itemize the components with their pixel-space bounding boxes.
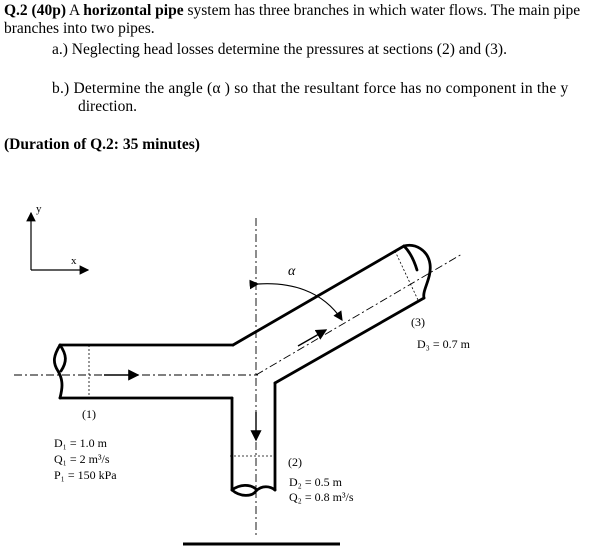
section-2-label: (2) [288, 455, 302, 469]
question-line-1-rest: system has three branches in which water flows. The main pipe [187, 2, 581, 19]
axis-y-label: y [36, 203, 42, 215]
question-line-2: branches into two pipes. [4, 20, 155, 37]
axis-x-label: x [71, 255, 77, 267]
section-2-diameter: D₂ = 0.5 m [289, 475, 342, 489]
pipe-outline [54, 245, 430, 495]
angle-label: α [288, 264, 296, 279]
flow-arrows [104, 330, 326, 440]
part-b-line-2: direction. [78, 98, 137, 115]
section-3-label: (3) [411, 315, 425, 329]
section-1-flowrate: Q₁ = 2 m³/s [54, 452, 110, 466]
duration-note: (Duration of Q.2: 35 minutes) [4, 136, 200, 153]
question-emphasis: horizontal pipe [83, 2, 184, 19]
section-planes [89, 251, 418, 456]
section-3-diameter: D₃ = 0.7 m [417, 337, 470, 351]
section-2-flowrate: Q₂ = 0.8 m³/s [289, 490, 354, 504]
question-intro-word: A [69, 2, 80, 19]
section-1-pressure: P₁ = 150 kPa [54, 468, 117, 482]
section-1-label: (1) [82, 407, 96, 421]
part-b-line-1: b.) Determine the angle (α ) so that the resultant force has no component in the y [52, 80, 569, 97]
part-a: a.) Neglecting head losses determine the pressures at sections (2) and (3). [52, 41, 507, 58]
question-number: Q.2 (40p) [4, 2, 66, 19]
axes-icon [31, 213, 88, 270]
section-1-diameter: D₁ = 1.0 m [54, 436, 107, 450]
